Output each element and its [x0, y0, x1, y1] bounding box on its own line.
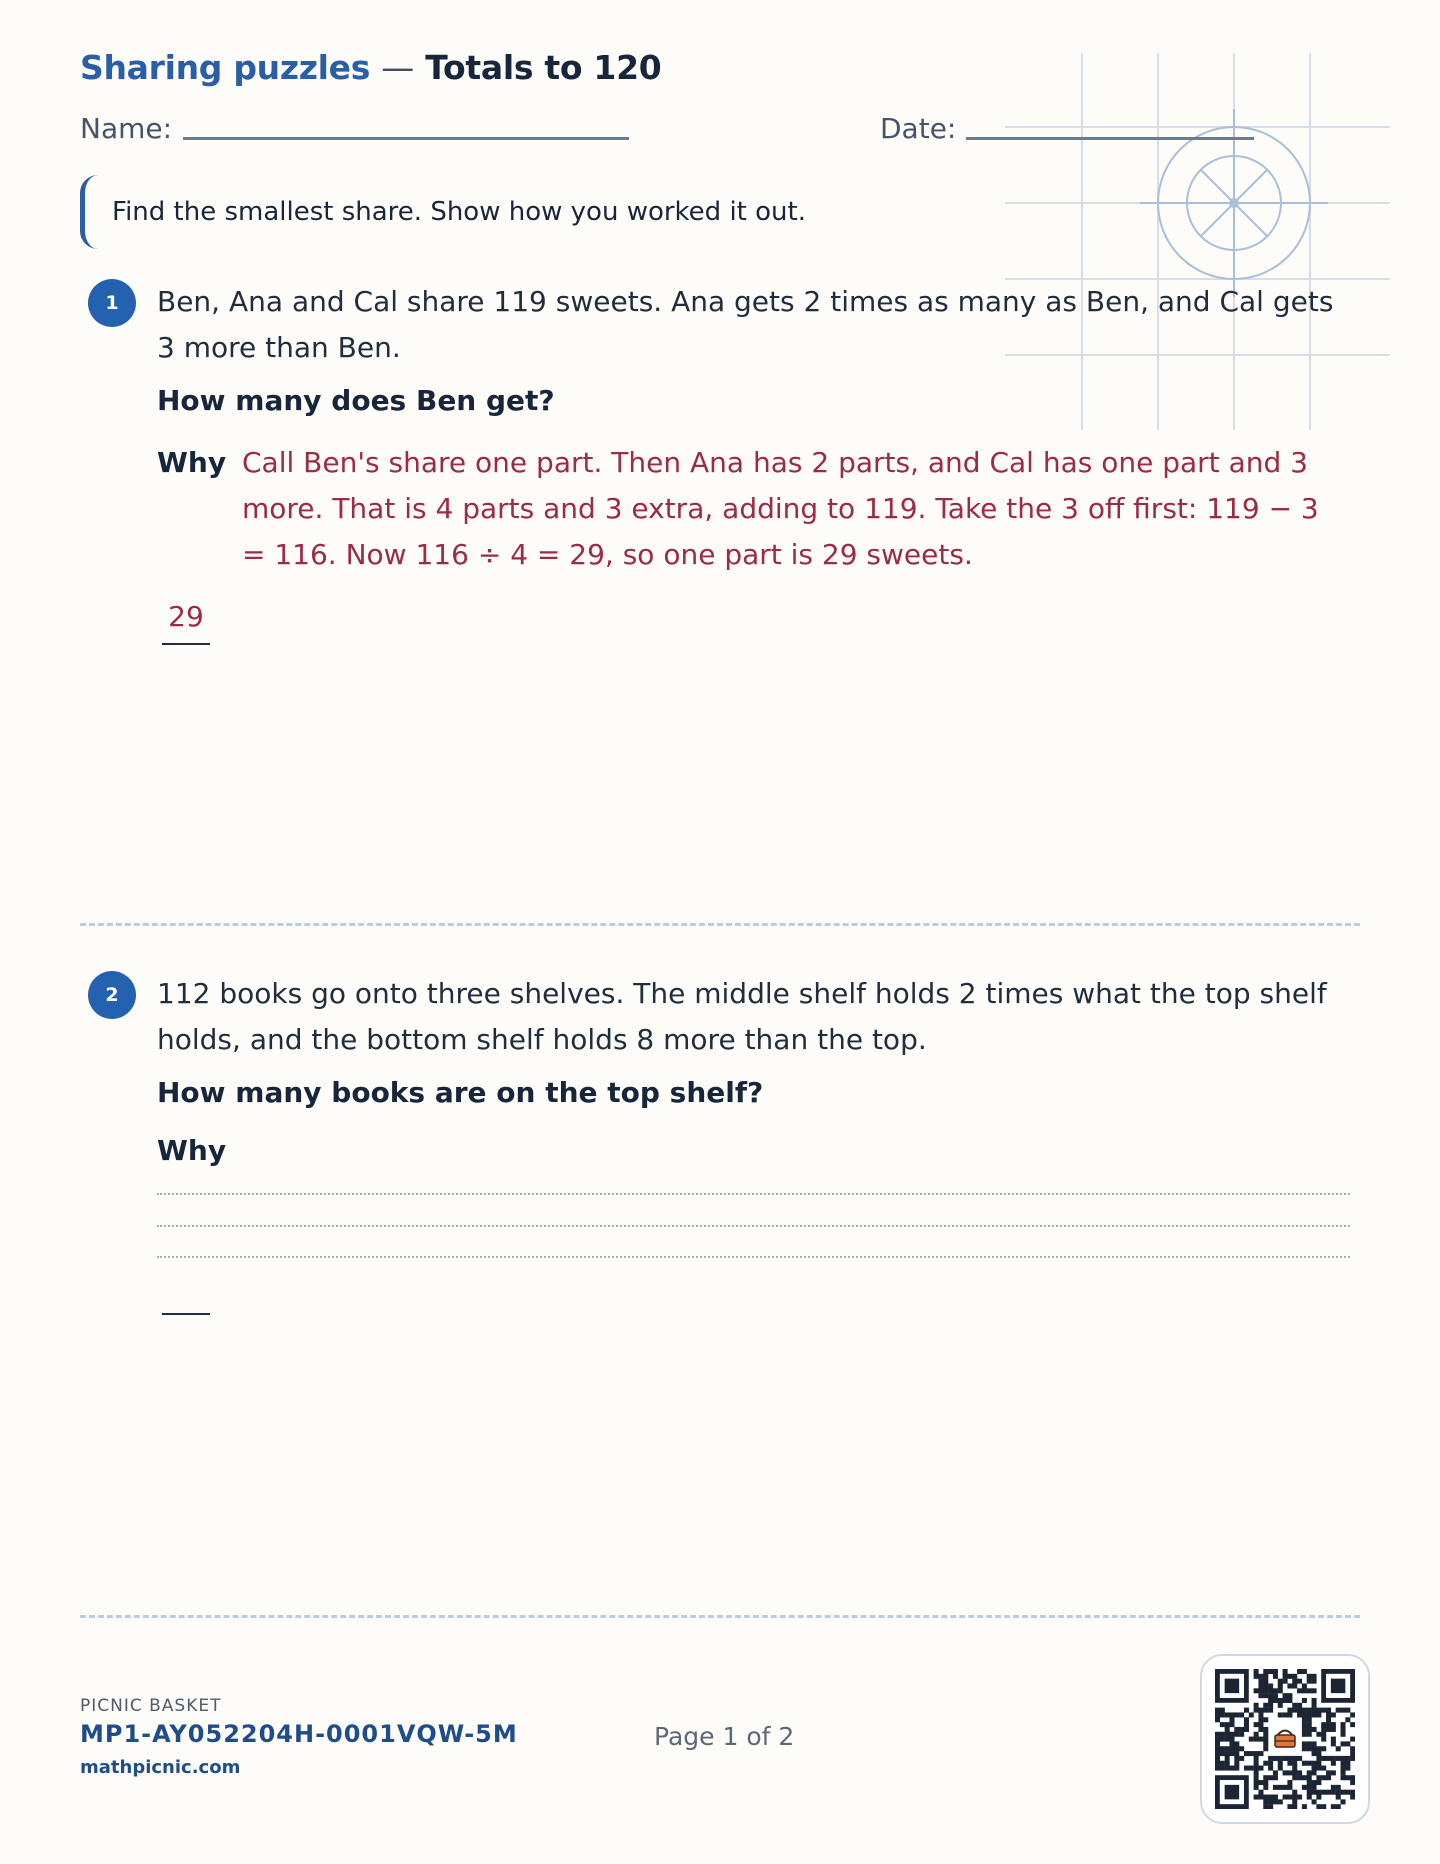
footer-divider — [80, 1615, 1360, 1618]
why-label: Why — [157, 446, 227, 479]
instruction-callout — [80, 175, 840, 249]
question-prompt: How many does Ben get? — [157, 384, 555, 417]
why-label: Why — [157, 1134, 227, 1167]
why-writing-line[interactable] — [157, 1256, 1350, 1258]
qr-code-icon — [1215, 1669, 1355, 1809]
why-explanation: Call Ben's share one part. Then Ana has 2 parts, and Cal has one part and 3 more. That is 4 parts and 3 extra, adding to 119. Take the 3 off first: 119 − 3 = 116. Now 116 ÷ 4 = 29, so one part is 29 sweets. — [242, 446, 1319, 571]
title-level: Totals to 120 — [425, 48, 662, 87]
worksheet-code: MP1-AY052204H-0001VQW-5M — [80, 1720, 518, 1748]
question-text: Ben, Ana and Cal share 119 sweets. Ana gets 2 times as many as Ben, and Cal gets 3 more than Ben. — [157, 285, 1334, 364]
crosshair-target-icon — [1005, 50, 1390, 435]
question-number-badge: 1 — [88, 279, 136, 327]
question-number-badge: 2 — [88, 971, 136, 1019]
page-number: Page 1 of 2 — [654, 1722, 795, 1751]
why-writing-line[interactable] — [157, 1193, 1350, 1195]
worksheet-title — [80, 48, 661, 87]
why-writing-line[interactable] — [157, 1225, 1350, 1227]
instruction-text: Find the smallest share. Show how you worked it out. — [112, 197, 806, 227]
brand-label: PICNIC BASKET — [80, 1696, 222, 1716]
section-divider — [80, 923, 1360, 926]
question-text: 112 books go onto three shelves. The middle shelf holds 2 times what the top shelf holds, and the bottom shelf holds 8 more than the top. — [157, 977, 1327, 1056]
question-prompt: How many books are on the top shelf? — [157, 1076, 764, 1109]
picnic-basket-icon — [1271, 1725, 1299, 1753]
title-topic: Sharing puzzles — [80, 48, 371, 87]
answer-value[interactable]: 29 — [168, 600, 204, 633]
qr-code-frame — [1200, 1654, 1370, 1824]
answer-line — [162, 643, 210, 645]
answer-line — [162, 1313, 210, 1315]
name-label: Name: — [80, 112, 173, 145]
date-field[interactable] — [966, 137, 1254, 140]
date-label: Date: — [880, 112, 957, 145]
site-link[interactable]: mathpicnic.com — [80, 1757, 241, 1778]
title-separator: — — [381, 48, 414, 87]
name-field[interactable] — [183, 137, 629, 140]
